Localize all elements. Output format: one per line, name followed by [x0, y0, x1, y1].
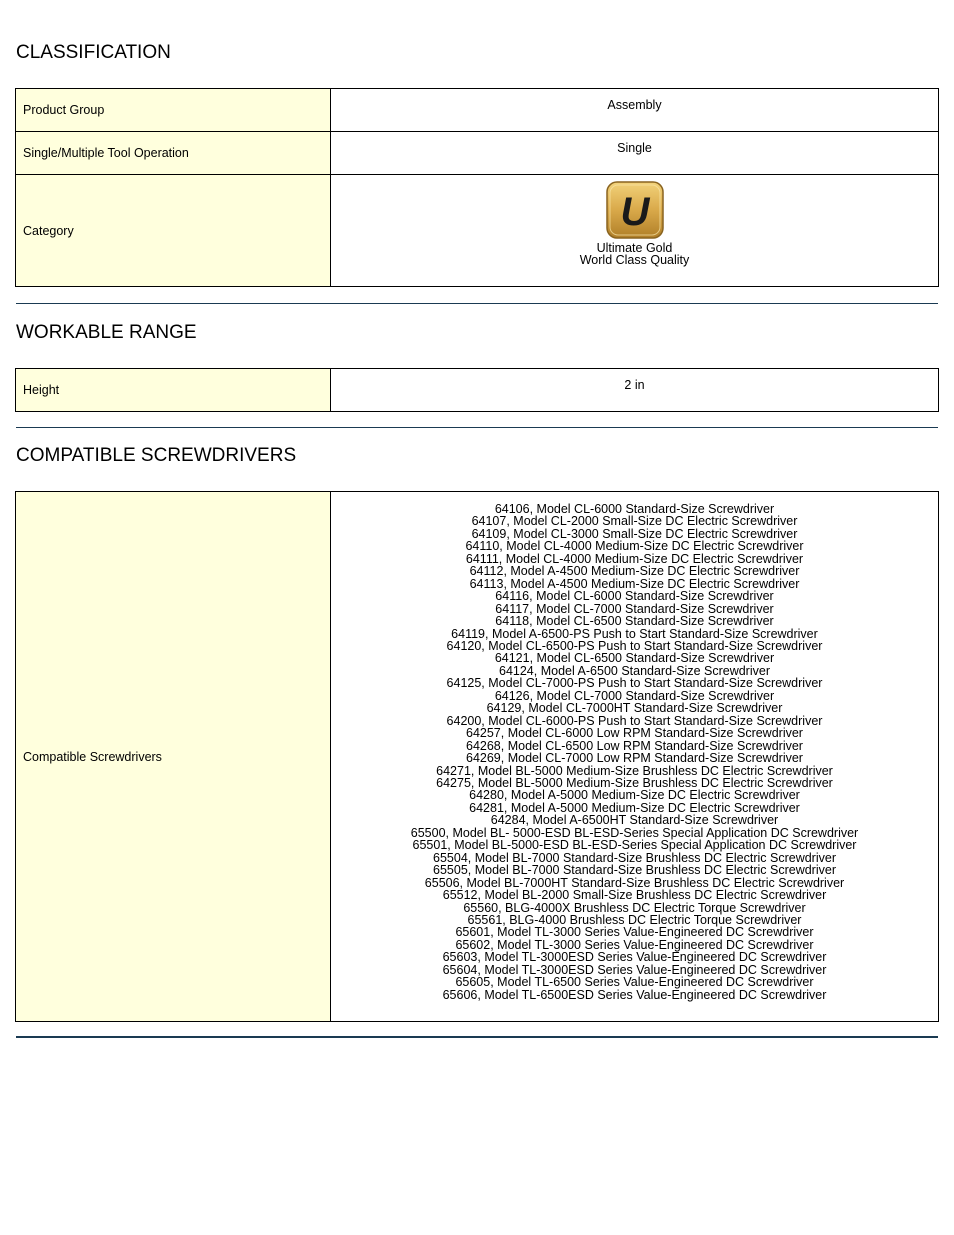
- compatible-screwdrivers-value: [331, 492, 939, 1022]
- table-row: [16, 369, 939, 412]
- list-item: 65506, Model BL-7000HT Standard-Size Brushless DC Electric Screwdriver: [424, 875, 845, 890]
- product-group-value: Assembly: [331, 89, 939, 132]
- section-divider: [16, 427, 938, 428]
- tool-operation-value: Single: [331, 132, 939, 175]
- list-item: 64281, Model A-5000 Medium-Size DC Electric Screwdriver: [469, 800, 800, 815]
- list-item: 64268, Model CL-6500 Low RPM Standard-Size Screwdriver: [466, 738, 803, 753]
- category-line-1: Ultimate Gold: [596, 241, 673, 255]
- classification-title: CLASSIFICATION: [16, 42, 171, 63]
- workable-range-title: WORKABLE RANGE: [16, 322, 197, 343]
- list-item: 65512, Model BL-2000 Small-Size Brushless DC Electric Screwdriver: [442, 888, 827, 903]
- list-item: 65601, Model TL-3000 Series Value-Engineered DC Screwdriver: [455, 925, 814, 940]
- category-value: [331, 175, 939, 287]
- ultimate-gold-badge-icon: [606, 181, 664, 242]
- list-item: 65505, Model BL-7000 Standard-Size Brushless DC Electric Screwdriver: [433, 863, 836, 878]
- list-item: 64109, Model CL-3000 Small-Size DC Electric Screwdriver: [471, 526, 798, 541]
- table-row: [16, 132, 939, 175]
- list-item: 64269, Model CL-7000 Low RPM Standard-Size Screwdriver: [466, 751, 803, 766]
- list-item: 64124, Model A-6500 Standard-Size Screwdriver: [499, 663, 770, 678]
- list-item: 65560, BLG-4000X Brushless DC Electric Torque Screwdriver: [463, 900, 806, 915]
- table-row: [16, 89, 939, 132]
- table-row: [16, 492, 939, 1022]
- compatible-screwdrivers-label: Compatible Screwdrivers: [16, 492, 331, 1022]
- list-item: 64126, Model CL-7000 Standard-Size Screwdriver: [494, 688, 775, 703]
- list-item: 65605, Model TL-6500 Series Value-Engineered DC Screwdriver: [455, 975, 814, 990]
- list-item: 64200, Model CL-6000-PS Push to Start Standard-Size Screwdriver: [446, 713, 823, 728]
- category-line-2: World Class Quality: [579, 253, 690, 267]
- list-item: 64125, Model CL-7000-PS Push to Start Standard-Size Screwdriver: [446, 676, 823, 691]
- list-item: 64111, Model CL-4000 Medium-Size DC Electric Screwdriver: [465, 551, 804, 566]
- list-item: 64113, Model A-4500 Medium-Size DC Electric Screwdriver: [469, 576, 800, 591]
- list-item: 64110, Model CL-4000 Medium-Size DC Electric Screwdriver: [465, 539, 804, 554]
- list-item: 64106, Model CL-6000 Standard-Size Screwdriver: [494, 502, 775, 516]
- list-item: 65504, Model BL-7000 Standard-Size Brushless DC Electric Screwdriver: [433, 850, 836, 865]
- table-row: [16, 175, 939, 287]
- list-item: 65604, Model TL-3000ESD Series Value-Engineered DC Screwdriver: [442, 962, 827, 977]
- list-item: 64117, Model CL-7000 Standard-Size Screwdriver: [495, 601, 774, 616]
- svg-text:U: U: [620, 190, 649, 234]
- list-item: 64257, Model CL-6000 Low RPM Standard-Size Screwdriver: [466, 726, 803, 741]
- list-item: 64129, Model CL-7000HT Standard-Size Screwdriver: [486, 701, 783, 716]
- screwdriver-list: [331, 502, 938, 1001]
- compatible-screwdrivers-table: [15, 491, 939, 1022]
- list-item: 64275, Model BL-5000 Medium-Size Brushless DC Electric Screwdriver: [436, 775, 833, 790]
- list-item: 64280, Model A-5000 Medium-Size DC Electric Screwdriver: [469, 788, 800, 803]
- section-divider: [16, 303, 938, 304]
- list-item: 65561, BLG-4000 Brushless DC Electric Torque Screwdriver: [467, 912, 802, 927]
- list-item: 65501, Model BL-5000-ESD BL-ESD-Series Special Application DC Screwdriver: [412, 838, 857, 853]
- list-item: 64120, Model CL-6500-PS Push to Start Standard-Size Screwdriver: [446, 638, 823, 653]
- classification-table: [15, 88, 939, 287]
- tool-operation-label: Single/Multiple Tool Operation: [16, 132, 331, 175]
- workable-range-table: [15, 368, 939, 412]
- list-item: 64112, Model A-4500 Medium-Size DC Electric Screwdriver: [469, 564, 800, 579]
- product-group-label: Product Group: [16, 89, 331, 132]
- list-item: 65500, Model BL- 5000-ESD BL-ESD-Series Special Application DC Screwdriver: [410, 825, 859, 840]
- list-item: 64284, Model A-6500HT Standard-Size Screwdriver: [490, 813, 779, 828]
- list-item: 65603, Model TL-3000ESD Series Value-Engineered DC Screwdriver: [442, 950, 827, 965]
- list-item: 64118, Model CL-6500 Standard-Size Screwdriver: [495, 614, 774, 629]
- section-divider: [16, 1036, 938, 1038]
- list-item: 64271, Model BL-5000 Medium-Size Brushless DC Electric Screwdriver: [436, 763, 833, 778]
- compatible-screwdrivers-title: COMPATIBLE SCREWDRIVERS: [16, 445, 297, 466]
- height-value: 2 in: [331, 369, 939, 412]
- list-item: 64116, Model CL-6000 Standard-Size Screwdriver: [495, 589, 774, 604]
- list-item: 65606, Model TL-6500ESD Series Value-Engineered DC Screwdriver: [442, 987, 827, 1002]
- list-item: 65602, Model TL-3000 Series Value-Engineered DC Screwdriver: [455, 937, 814, 952]
- list-item: 64119, Model A-6500-PS Push to Start Standard-Size Screwdriver: [451, 626, 818, 641]
- category-label: Category: [16, 175, 331, 287]
- height-label: Height: [16, 369, 331, 412]
- list-item: 64107, Model CL-2000 Small-Size DC Electric Screwdriver: [471, 514, 798, 529]
- list-item: 64121, Model CL-6500 Standard-Size Screwdriver: [494, 651, 775, 666]
